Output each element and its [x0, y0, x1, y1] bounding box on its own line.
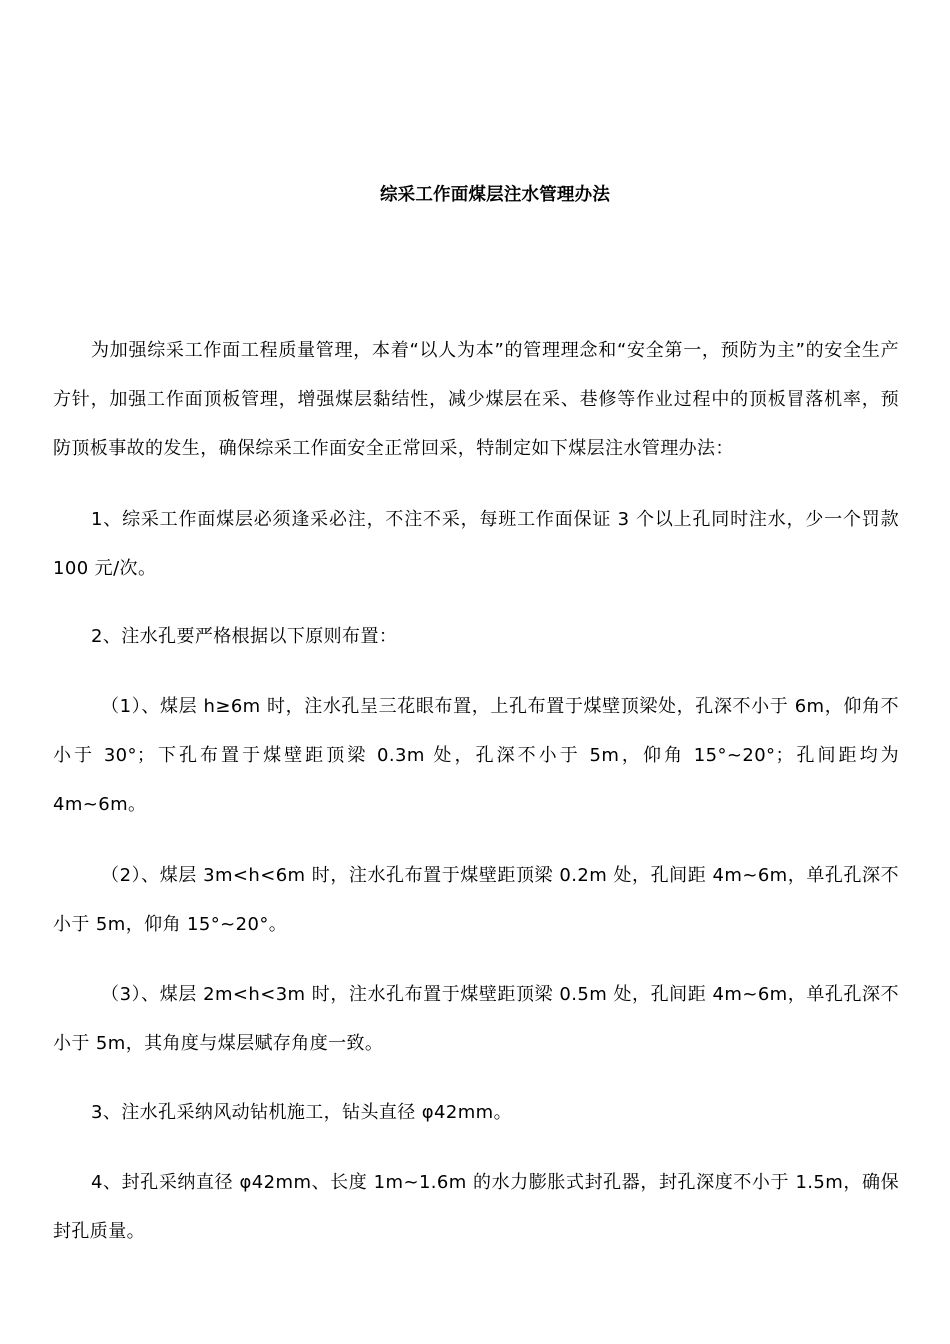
rule-1-paragraph: 1、综采工作面煤层必须逢采必注，不注不采，每班工作面保证 3 个以上孔同时注水，少一个罚款 100 元/次。: [53, 509, 899, 579]
rule-3-paragraph: 3、注水孔采纳风动钻机施工，钻头直径 φ42mm。: [91, 1102, 513, 1123]
rule-2-item-3-paragraph: （3）、煤层 2m<h<3m 时，注水孔布置于煤壁距顶梁 0.5m 处，孔间距 4m~6m，单孔孔深不小于 5m，其角度与煤层赋存角度一致。: [53, 984, 899, 1054]
rule-2-item-2-paragraph: （2）、煤层 3m<h<6m 时，注水孔布置于煤壁距顶梁 0.2m 处，孔间距 4m~6m，单孔孔深不小于 5m，仰角 15°~20°。: [53, 865, 899, 935]
document-title: 综采工作面煤层注水管理办法: [379, 185, 611, 205]
intro-paragraph: 为加强综采工作面工程质量管理，本着“以人为本”的管理理念和“安全第一，预防为主”的安全生产方针，加强工作面顶板管理，增强煤层黏结性，减少煤层在采、巷修等作业过程中的顶板冒落机率，预防顶板事故的发生，确保综采工作面安全正常回采，特制定如下煤层注水管理办法：: [53, 340, 899, 459]
rule-2-item-1-paragraph: （1）、煤层 h≥6m 时，注水孔呈三花眼布置，上孔布置于煤壁顶梁处，孔深不小于 6m，仰角不小于 30°；下孔布置于煤壁距顶梁 0.3m 处，孔深不小于 5m，仰角 15°~20°；孔间距均为 4m~6m。: [53, 696, 899, 815]
rule-4-paragraph: 4、封孔采纳直径 φ42mm、长度 1m~1.6m 的水力膨胀式封孔器，封孔深度不小于 1.5m，确保封孔质量。: [53, 1172, 899, 1242]
rule-2-paragraph: 2、注水孔要严格根据以下原则布置：: [91, 626, 398, 647]
